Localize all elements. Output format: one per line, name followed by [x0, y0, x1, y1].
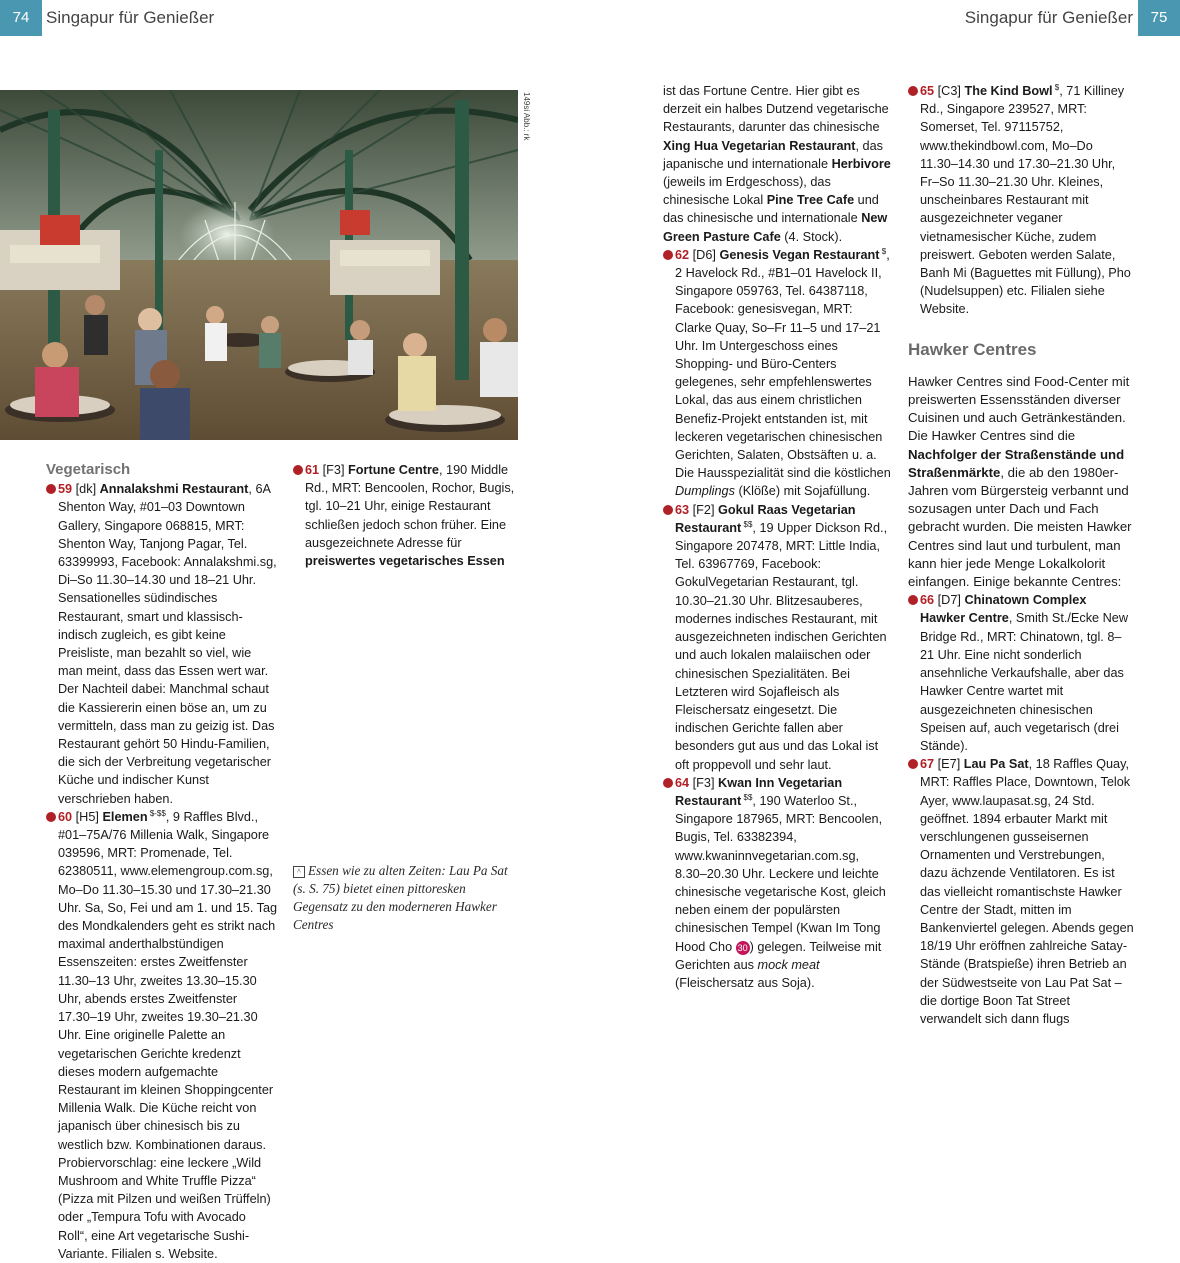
entry-60: 60 [H5] Elemen $-$$, 9 Raffles Blvd., #01–75A/76 Millenia Walk, Singapore 039596, MRT: Promenade, Tel. 62380511, www.elemengroup.com.sg, Mo–Do 11.30–15.30 und 17.30–21.30 Uhr. Sa, So, Fei und am 1. und 15. Tag des Mondkalenders geht es strikt nach maximal anderthalbstündigen Essenszeiten: erstes Zweitfenster 11.30–13 Uhr, zweites 13.30–15.30 Uhr, abends erstes Zweitfenster 17.30–19 Uhr, zweites 19.30–21.30 Uhr. Eine originelle Palette an vegetarischen Gerichte kredenzt dieses modern aufgemachte Restaurant im kleinen Shoppingcenter Millenia Walk. Die Küche reicht von japanisch über chinesisch bis zu westlich bzw. Kombinationen daraus. Probiervorschlag: eine leckere „Wild Mushroom and White Truffle Pizza“ (Pizza mit Pilzen und weißen Trüffeln) oder „Tempura Tofu with Avocado Roll“, eine Art vegetarische Sushi-Variante. Filialen s. Website. — [46, 808, 278, 1263]
column-2 — [293, 461, 518, 570]
location-marker-icon — [663, 505, 673, 515]
map-reference-badge: 30 — [737, 942, 748, 953]
location-marker-icon — [908, 595, 918, 605]
photo-credit: 149si Abb.: rk — [522, 92, 531, 141]
section-heading-hawker-centres: Hawker Centres — [908, 339, 1037, 359]
entry-63: 63 [F2] Gokul Raas Vegetarian Restaurant $$, 19 Upper Dickson Rd., Singapore 207478, MRT: Little India, Tel. 63967769, Facebook: GokulVegetarian Restaurant, tgl. 10.30–21.30 Uhr. Blitzesauberes, modernes indisches Restaurant, mit ausgezeichneten indischen Gerichten und auch lokalen malaiischen oder chinesischen Spezialitäten. Bei Letzteren wird Sojafleisch als Fleischersatz eingesetzt. Die indischen Gerichte fallen aber besonders gut aus und das Lokal ist oft proppevoll und sehr laut. — [663, 501, 891, 774]
location-marker-icon — [46, 484, 56, 494]
location-marker-icon — [908, 759, 918, 769]
entry-61-continued: ist das Fortune Centre. Hier gibt es derzeit ein halbes Dutzend vegetarische Restaurants, darunter das chinesische Xing Hua Vegetarian Restaurant, das japanische und internationale Herbivore (jeweils im Erdgeschoss), das chinesische Lokal Pine Tree Cafe und das chinesische und internationale New Green Pasture Cafe (4. Stock). — [663, 84, 891, 244]
photo-caption: ^ Essen wie zu alten Zeiten: Lau Pa Sat (s. S. 75) bietet einen pittoresken Gegensatz zu den moderneren Hawker Centres — [293, 863, 508, 932]
page-number-right: 75 — [1138, 0, 1180, 36]
section-heading-vegetarisch: Vegetarisch — [46, 461, 131, 478]
entry-65: 65 [C3] The Kind Bowl $, 71 Killiney Rd., Singapore 239527, MRT: Somerset, Tel. 97115752, www.thekindbowl.com, Mo–Do 11.30–14.30 und 17.30–21.30 Uhr, Fr–So 11.30–21.30 Uhr. Kleines, unscheinbares Restaurant mit ausgezeichneter veganer vietnamesischer Küche, zudem preiswert. Geboten werden Salate, Banh Mi (Baguettes mit Füllung), Pho (Nudelsuppen) etc. Filialen siehe Website. — [908, 82, 1134, 319]
entry-67: 67 [E7] Lau Pa Sat, 18 Raffles Quay, MRT: Raffles Place, Downtown, Telok Ayer, www.laupasat.sg, 24 Std. geöffnet. 1894 erbauter Markt mit verschlungenen gusseisernen Ornamenten und Verstrebungen, dazu ächzende Ventilatoren. Es ist das vielleicht romantischste Hawker Centre der Stadt, mitten im Bankenviertel gelegen. Abends gegen 18/19 Uhr eröffnen zahlreiche Satay-Stände (Bratspieße) ihren Betrieb an der Südwestseite von Lau Pat Sat – die dortige Boon Tat Street verwandelt sich dann flugs — [908, 755, 1134, 1028]
entry-62: 62 [D6] Genesis Vegan Restaurant $, 2 Havelock Rd., #B1–01 Havelock II, Singapore 059763, Tel. 64387118, Facebook: genesisvegan, MRT: Clarke Quay, So–Fr 11–5 und 17–21 Uhr. Im Untergeschoss eines Shopping- und Büro-Centers gelegenes, sehr empfehlenswertes Lokal, das aus einem christlichen Benefiz-Projekt entstanden ist, mit leckeren vegetarischen chinesischen Gerichten, Salaten, Obstsäften u. a. Die Hausspezialität sind die köstlichen Dumplings (Klöße) mit Sojafüllung. — [663, 246, 891, 501]
hawker-hall-photo — [0, 90, 518, 440]
caption-arrow-icon: ^ — [293, 866, 305, 878]
location-marker-icon — [908, 86, 918, 96]
hawker-intro: Hawker Centres sind Food-Center mit preiswerten Essensständen diverser Cuisinen und auch Getränkeständen. Die Hawker Centres sind die Nachfolger der Straßenstände und Straßenmärkte, die ab den 1980er-Jahren vom Bürgersteig verbannt und sozusagen unter Dach und Fach gebracht wurden. Die meisten Hawker Centres sind laut und turbulent, man kann hier jede Menge Lokalkolorit einfangen. Einige bekannte Centres: — [908, 373, 1132, 590]
entry-64: 64 [F3] Kwan Inn Vegetarian Restaurant $$, 190 Waterloo St., Singapore 187965, MRT: Bencoolen, Bugis, Tel. 63382394, www.kwaninnvegetarian.com.sg, 8.30–20.30 Uhr. Leckere und leichte chinesische vegetarische Kost, gleich neben einem der populärsten chinesischen Tempel (Kwan Im Tong Hood Cho 30 ) gelegen. Teilweise mit Gerichten aus mock meat (Fleischersatz aus Soja). — [663, 774, 891, 992]
running-head-left: Singapur für Genießer — [46, 8, 215, 27]
column-4 — [908, 82, 1134, 1028]
column-1 — [46, 461, 278, 1263]
location-marker-icon — [293, 465, 303, 475]
entry-66: 66 [D7] Chinatown Complex Hawker Centre, Smith St./Ecke New Bridge Rd., MRT: Chinatown, tgl. 8–21 Uhr. Eine nicht sonderlich ansehnliche Verkaufshalle, aber das Hawker Centre wartet mit ausgezeichneten chinesischen Speisen auf, auch vegetarisch (drei Stände). — [908, 591, 1134, 755]
location-marker-icon — [46, 812, 56, 822]
page-number-left: 74 — [0, 0, 42, 36]
column-3 — [663, 82, 891, 992]
location-marker-icon — [663, 778, 673, 788]
entry-59: 59 [dk] Annalakshmi Restaurant, 6A Shenton Way, #01–03 Downtown Gallery, Singapore 068815, MRT: Shenton Way, Tanjong Pagar, Tel. 63399993, Facebook: Annalakshmi.sg, Di–So 11.30–14.30 und 18–21 Uhr. Sensationelles südindisches Restaurant, smart und klassisch-indisch zugleich, es gibt keine Preisliste, man bezahlt so viel, wie man meint, dass das Essen wert war. Der Nachteil dabei: Manchmal schaut die Kassiererin einen böse an, um zu vermitteln, dass man zu geizig ist. Das Restaurant gehört 50 Hindu-Familien, die sich der Verbreitung vegetarischer Küche und indischer Kunst verschrieben haben. — [46, 480, 278, 808]
running-head-right: Singapur für Genießer — [964, 8, 1133, 27]
location-marker-icon — [663, 250, 673, 260]
entry-61: 61 [F3] Fortune Centre, 190 Middle Rd., MRT: Bencoolen, Rochor, Bugis, tgl. 10–21 Uhr, einige Restaurant schließen jedoch schon früher. Eine ausgezeichnete Adresse für preiswertes vegetarisches Essen — [293, 461, 518, 570]
